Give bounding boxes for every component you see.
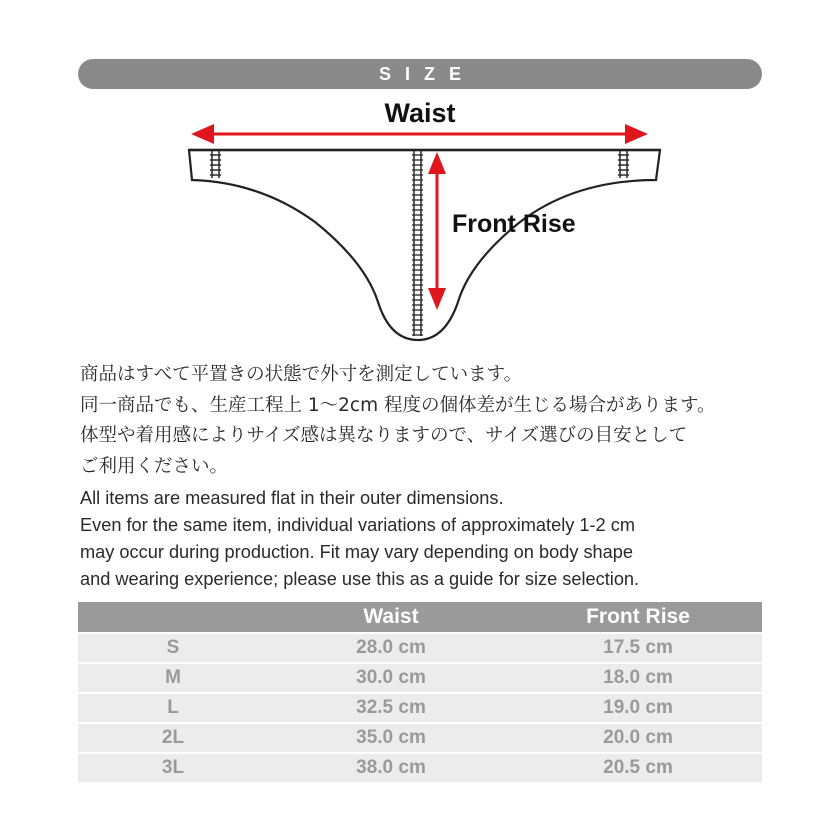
notes-japanese	[80, 360, 780, 482]
size-table	[78, 602, 762, 782]
notes-english	[80, 485, 780, 593]
cell-front-rise: 17.5 cm	[514, 633, 762, 663]
table-header-row	[78, 602, 762, 633]
cell-waist: 28.0 cm	[268, 633, 514, 663]
notes-jp-line: ご利用ください。	[80, 455, 229, 477]
cell-size: 2L	[78, 723, 268, 753]
garment-diagram	[0, 90, 840, 350]
table-row	[78, 663, 762, 693]
notes-en-line: may occur during production. Fit may vary depending on body shape	[80, 542, 634, 562]
table-row	[78, 723, 762, 753]
cell-size: 3L	[78, 753, 268, 782]
cell-size: L	[78, 693, 268, 723]
cell-front-rise: 19.0 cm	[514, 693, 762, 723]
cell-waist: 38.0 cm	[268, 753, 514, 782]
notes-en-line: and wearing experience; please use this as a guide for size selection.	[80, 569, 640, 589]
header-front-rise: Front Rise	[514, 602, 762, 633]
front-rise-label: Front Rise	[452, 210, 576, 238]
table-row	[78, 633, 762, 663]
header-size	[78, 602, 268, 633]
size-title: SIZE	[378, 64, 475, 84]
notes-jp-line: 体型や着用感によりサイズ感は異なりますので、サイズ選びの目安として	[80, 425, 688, 446]
cell-front-rise: 18.0 cm	[514, 663, 762, 693]
waist-label: Waist	[384, 98, 456, 128]
cell-front-rise: 20.5 cm	[514, 753, 762, 782]
notes-en-line: Even for the same item, individual variations of approximately 1-2 cm	[80, 515, 635, 535]
cell-waist: 32.5 cm	[268, 693, 514, 723]
table-row	[78, 753, 762, 782]
notes-jp-line: 同一商品でも、生産工程上 1〜2cm 程度の個体差が生じる場合があります。	[80, 394, 716, 416]
garment-outline	[189, 150, 660, 340]
cell-waist: 30.0 cm	[268, 663, 514, 693]
notes-jp-line: 商品はすべて平置きの状態で外寸を測定しています。	[80, 364, 523, 385]
header-waist: Waist	[268, 602, 514, 633]
cell-size: S	[78, 633, 268, 663]
cell-size: M	[78, 663, 268, 693]
cell-front-rise: 20.0 cm	[514, 723, 762, 753]
size-title-bar	[78, 59, 762, 89]
cell-waist: 35.0 cm	[268, 723, 514, 753]
notes-en-line: All items are measured flat in their outer dimensions.	[80, 488, 504, 508]
table-row	[78, 693, 762, 723]
